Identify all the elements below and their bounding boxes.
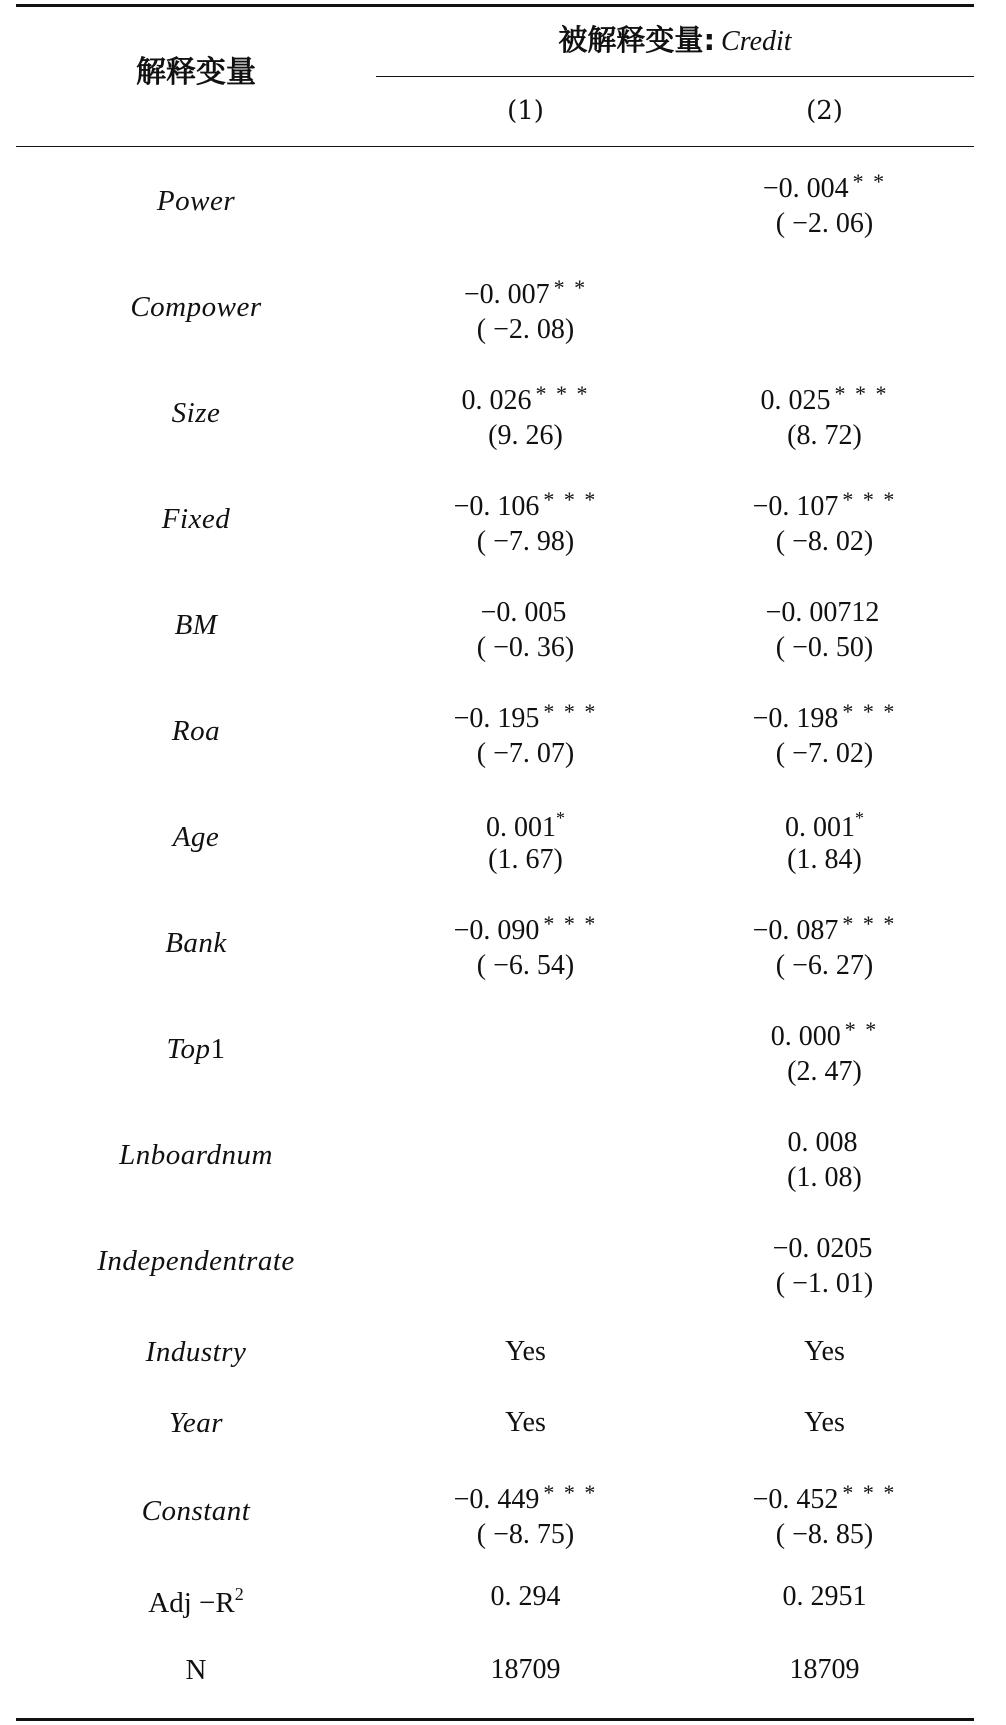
header-dependent-var: Credit	[721, 26, 792, 57]
cell-industry-col2: Yes	[804, 1336, 845, 1367]
header-dependent-variable	[376, 23, 974, 57]
t-stat-value	[376, 1267, 675, 1301]
row-label-bank: Bank	[165, 927, 227, 959]
t-stat-value	[376, 1161, 675, 1195]
row-label-fixed: Fixed	[161, 503, 231, 535]
cell-size-col2	[675, 377, 974, 453]
row-label-bm: BM	[174, 609, 218, 641]
coef-value: −0. 106 * * *	[453, 487, 598, 522]
row-label-compower: Compower	[130, 291, 262, 323]
t-stat-value: ( −8. 75)	[476, 1519, 575, 1550]
coef-value: 0. 008	[787, 1127, 858, 1158]
cell-top1-col1	[376, 1013, 675, 1089]
t-stat-value: (2. 47)	[787, 1056, 862, 1087]
cell-roa-col1	[376, 695, 675, 771]
row-label-adj-r2: Adj $-R^2$	[148, 1584, 244, 1619]
coef-value: 0. 000 * *	[770, 1017, 879, 1052]
regression-table	[16, 0, 974, 1725]
row-label-size: Size	[171, 397, 221, 429]
t-stat-value	[376, 207, 675, 241]
coef-value: 0. 025 * * *	[760, 381, 889, 416]
cell-fixed-col2	[675, 483, 974, 559]
t-stat-value: ( −7. 07)	[476, 738, 575, 769]
cell-roa-col2	[675, 695, 974, 771]
t-stat-value: (8. 72)	[787, 420, 862, 451]
coef-value	[376, 1225, 675, 1259]
t-stat-value	[376, 1055, 675, 1089]
cell-constant-col1	[376, 1476, 675, 1552]
row-label-n: N	[185, 1654, 207, 1686]
t-stat-value: (1. 67)	[488, 844, 563, 875]
cell-bm-col1	[376, 589, 675, 665]
coef-value: 0. 001*	[785, 808, 864, 843]
column-number-2: (2)	[806, 96, 843, 126]
t-stat-value	[675, 313, 974, 347]
cell-power-col1	[376, 165, 675, 241]
row-label-power: Power	[156, 185, 236, 217]
cell-lnboardnum-col1	[376, 1119, 675, 1195]
coef-value: −0. 005	[480, 597, 567, 628]
header-sub-rule	[376, 76, 974, 77]
t-stat-value: (1. 84)	[787, 844, 862, 875]
table-top-rule	[16, 4, 974, 7]
cell-compower-col1	[376, 271, 675, 347]
coef-value: −0. 087 * * *	[752, 911, 897, 946]
t-stat-value: ( −0. 36)	[476, 632, 575, 663]
coef-value: 0. 001*	[486, 808, 565, 843]
cell-year-col1: Yes	[505, 1407, 546, 1438]
cell-industry-col1: Yes	[505, 1336, 546, 1367]
coef-value: −0. 090 * * *	[453, 911, 598, 946]
t-stat-value: ( −8. 85)	[775, 1519, 874, 1550]
row-label-age: Age	[172, 821, 220, 853]
coef-value: −0. 007 * *	[463, 275, 588, 310]
cell-year-col2: Yes	[804, 1407, 845, 1438]
t-stat-value: ( −7. 98)	[476, 526, 575, 557]
row-label-industry: Industry	[145, 1336, 247, 1368]
row-label-year: Year	[168, 1407, 224, 1439]
cell-adj-r2-col2: 0. 2951	[782, 1581, 867, 1612]
cell-power-col2	[675, 165, 974, 241]
cell-independentrate-col1	[376, 1225, 675, 1301]
t-stat-value: ( −8. 02)	[775, 526, 874, 557]
t-stat-value: ( −1. 01)	[775, 1268, 874, 1299]
header-dependent-sep: :	[703, 23, 716, 57]
coef-value	[376, 1013, 675, 1047]
row-label-independentrate: Independentrate	[97, 1245, 295, 1277]
cell-n-col1: 18709	[490, 1654, 561, 1685]
cell-age-col1	[376, 801, 675, 877]
cell-age-col2	[675, 801, 974, 877]
coef-value	[376, 1119, 675, 1153]
cell-constant-col2	[675, 1476, 974, 1552]
coef-value: −0. 452 * * *	[752, 1480, 897, 1515]
coef-value	[376, 165, 675, 199]
table-bottom-rule	[16, 1718, 974, 1721]
coef-value: −0. 195 * * *	[453, 699, 598, 734]
coef-value	[675, 271, 974, 305]
t-stat-value: ( −0. 50)	[775, 632, 874, 663]
cell-independentrate-col2	[675, 1225, 974, 1301]
t-stat-value: ( −7. 02)	[775, 738, 874, 769]
cell-bm-col2	[675, 589, 974, 665]
cell-bank-col1	[376, 907, 675, 983]
coef-value: −0. 449 * * *	[453, 1480, 598, 1515]
row-label-lnboardnum: Lnboardnum	[119, 1139, 273, 1171]
header-bottom-rule	[16, 146, 974, 147]
coef-value: −0. 00712	[765, 597, 880, 628]
row-label-roa: Roa	[171, 715, 221, 747]
cell-size-col1	[376, 377, 675, 453]
column-number-1: (1)	[507, 96, 544, 126]
t-stat-value: ( −2. 06)	[775, 208, 874, 239]
row-label-top1: Top1	[166, 1033, 226, 1065]
t-stat-value: (1. 08)	[787, 1162, 862, 1193]
header-dependent-prefix: 被解释变量	[558, 23, 704, 57]
t-stat-value: ( −6. 54)	[476, 950, 575, 981]
coef-value: −0. 004 * *	[762, 169, 887, 204]
cell-compower-col2	[675, 271, 974, 347]
coef-value: −0. 0205	[772, 1233, 873, 1264]
t-stat-value: ( −6. 27)	[775, 950, 874, 981]
cell-n-col2: 18709	[789, 1654, 860, 1685]
cell-fixed-col1	[376, 483, 675, 559]
coef-value: −0. 107 * * *	[752, 487, 897, 522]
row-label-constant: Constant	[141, 1495, 251, 1527]
cell-bank-col2	[675, 907, 974, 983]
cell-adj-r2-col1: 0. 294	[490, 1581, 561, 1612]
t-stat-value: ( −2. 08)	[476, 314, 575, 345]
cell-lnboardnum-col2	[675, 1119, 974, 1195]
header-explanatory-variable: 解释变量	[136, 55, 256, 90]
cell-top1-col2	[675, 1013, 974, 1089]
coef-value: 0. 026 * * *	[461, 381, 590, 416]
t-stat-value: (9. 26)	[488, 420, 563, 451]
coef-value: −0. 198 * * *	[752, 699, 897, 734]
